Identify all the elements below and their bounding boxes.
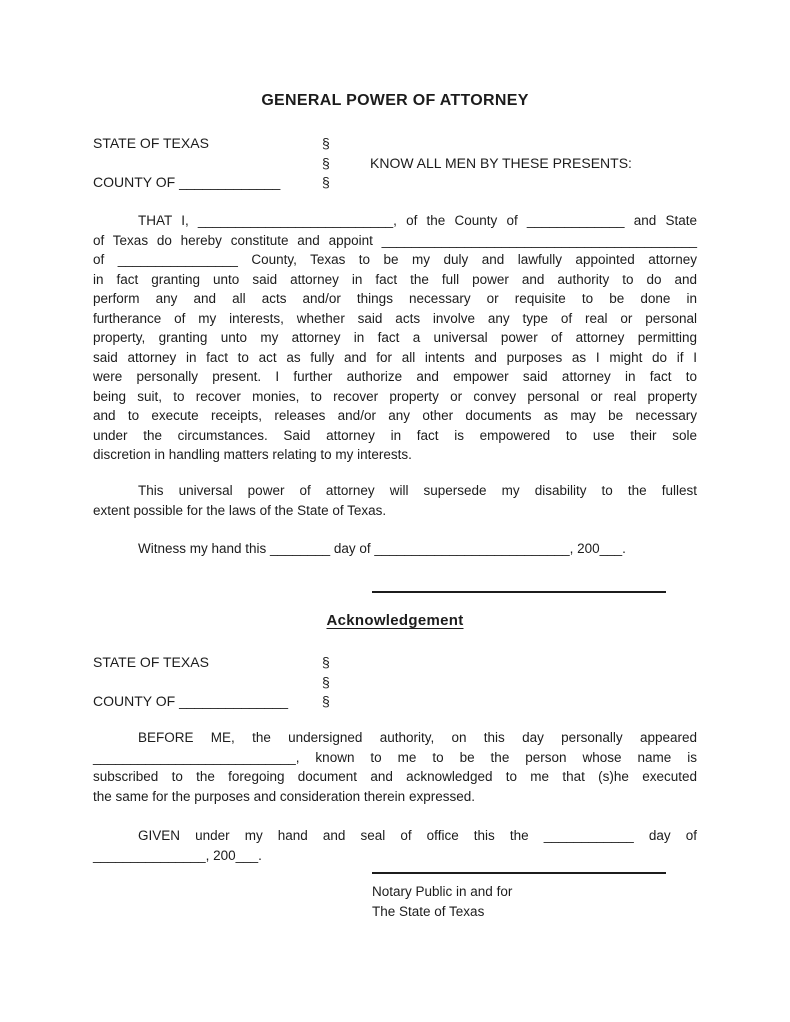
section-symbol: §	[322, 135, 330, 151]
venue-row	[93, 653, 697, 673]
paragraph-line: GIVEN under my hand and seal of office this the ____________ day of	[138, 828, 697, 843]
state-label: STATE OF TEXAS	[93, 654, 209, 670]
section-symbol: §	[322, 654, 330, 670]
document-title: GENERAL POWER OF ATTORNEY	[261, 92, 529, 109]
venue-row	[93, 154, 697, 174]
notary-signature-line	[372, 872, 666, 874]
paragraph-line: This universal power of attorney will supersede my disability to the fullest	[138, 483, 697, 498]
venue-row	[93, 134, 697, 154]
venue-row	[93, 673, 697, 693]
county-label-with-blank: COUNTY OF ______________	[93, 693, 289, 709]
paragraph-line: under the circumstances. Said attorney in fact is empowered to use their sole	[93, 427, 697, 443]
before-me-paragraph	[93, 728, 697, 806]
paragraph-line: of Texas do hereby constitute and appoint __________________________________________	[93, 232, 697, 248]
venue-spacer	[370, 134, 697, 154]
paragraph-line: THAT I, __________________________, of the County of _____________ and State	[138, 213, 697, 228]
appointment-paragraph	[93, 211, 697, 465]
supersede-paragraph	[93, 481, 697, 520]
paragraph-line: ___________________________, known to me to be the person whose name is	[93, 749, 697, 765]
paragraph-line: the same for the purposes and consideration therein expressed.	[93, 788, 475, 804]
notary-title-line: Notary Public in and for	[372, 884, 513, 899]
section-symbol: §	[322, 693, 330, 709]
witness-line	[93, 539, 697, 559]
paragraph-line: Witness my hand this ________ day of __________________________, 200___.	[138, 541, 626, 556]
paragraph-line: of ________________ County, Texas to be my duly and lawfully appointed attorney	[93, 252, 697, 267]
venue-spacer	[93, 154, 322, 174]
venue-row	[93, 173, 697, 193]
paragraph-line: subscribed to the foregoing document and acknowledged to me that (s)he executed	[93, 769, 697, 784]
paragraph-line: furtherance of my interests, whether said acts involve any type of real or personal	[93, 310, 697, 326]
county-label-with-blank: COUNTY OF _____________	[93, 174, 281, 190]
notary-block	[372, 882, 512, 922]
paragraph-line: extent possible for the laws of the State of Texas.	[93, 502, 387, 518]
section-symbol: §	[322, 673, 330, 690]
paragraph-line: were personally present. I further authorize and empower said attorney in fact to	[93, 369, 697, 384]
paragraph-line: and to execute receipts, releases and/or any other documents as may be necessary	[93, 408, 697, 423]
paragraph-line: being suit, to recover monies, to recover property or convey personal or real property	[93, 388, 697, 404]
paragraph-line: said attorney in fact to act as fully and for all intents and purposes as I might do if I	[93, 349, 697, 365]
venue-spacer	[370, 653, 697, 673]
venue-spacer	[370, 692, 697, 712]
paragraph-line: discretion in handling matters relating to my interests.	[93, 447, 412, 462]
paragraph-line: property, granting unto my attorney in fact a universal power of attorney permitting	[93, 330, 697, 345]
venue-row	[93, 692, 697, 712]
acknowledgement-heading: Acknowledgement	[326, 612, 464, 629]
paragraph-line: _______________, 200___.	[93, 847, 262, 863]
section-symbol: §	[322, 174, 330, 190]
state-label: STATE OF TEXAS	[93, 135, 209, 151]
venue-block-acknowledgement	[93, 653, 697, 712]
venue-block-top	[93, 134, 697, 193]
venue-spacer	[370, 173, 697, 193]
paragraph-line: in fact granting unto said attorney in fact the full power and authority to do and	[93, 271, 697, 287]
venue-spacer	[370, 673, 697, 693]
notary-state-line: The State of Texas	[372, 904, 485, 919]
paragraph-line: BEFORE ME, the undersigned authority, on this day personally appeared	[138, 730, 697, 745]
venue-spacer	[93, 673, 322, 693]
section-symbol: §	[322, 154, 330, 171]
presents-text: KNOW ALL MEN BY THESE PRESENTS:	[370, 154, 632, 171]
principal-signature-line	[372, 591, 666, 593]
paragraph-line: perform any and all acts and/or things necessary or requisite to be done in	[93, 291, 697, 306]
given-paragraph	[93, 826, 697, 865]
